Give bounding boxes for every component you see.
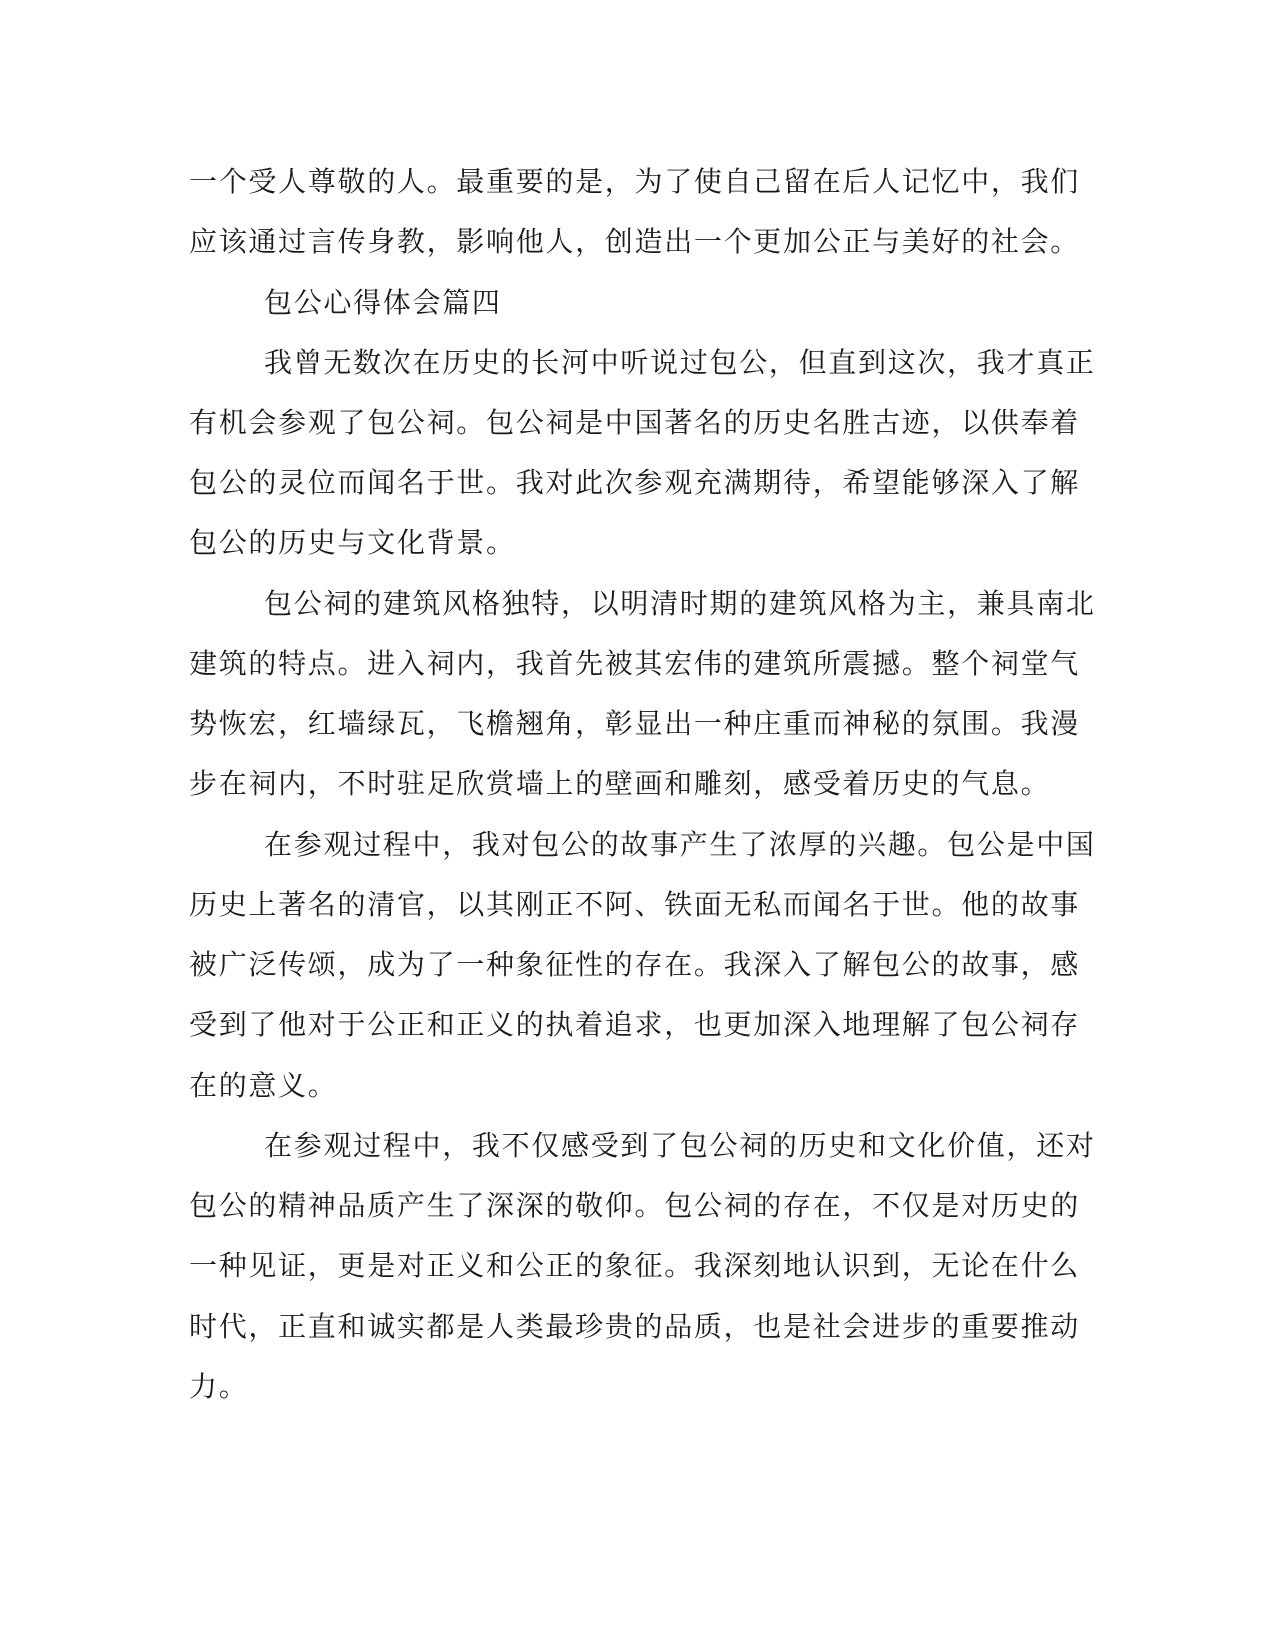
text-line: 被广泛传颂，成为了一种象征性的存在。我深入了解包公的故事，感	[189, 948, 1081, 981]
text-line: 一个受人尊敬的人。最重要的是，为了使自己留在后人记忆中，我们	[189, 165, 1081, 198]
text-line: 我曾无数次在历史的长河中听说过包公，但直到这次，我才真正	[264, 346, 1096, 379]
text-line: 包公祠的建筑风格独特，以明清时期的建筑风格为主，兼具南北	[264, 587, 1096, 620]
text-line: 应该通过言传身教，影响他人，创造出一个更加公正与美好的社会。	[189, 225, 1081, 258]
text-line: 包公的历史与文化背景。	[189, 526, 516, 559]
text-line: 力。	[189, 1370, 249, 1403]
text-line: 时代，正直和诚实都是人类最珍贵的品质，也是社会进步的重要推动	[189, 1310, 1081, 1343]
text-line: 在参观过程中，我对包公的故事产生了浓厚的兴趣。包公是中国	[264, 828, 1096, 861]
text-line: 包公的精神品质产生了深深的敬仰。包公祠的存在，不仅是对历史的	[189, 1189, 1081, 1222]
text-line: 步在祠内，不时驻足欣赏墙上的壁画和雕刻，感受着历史的气息。	[189, 767, 1051, 800]
text-line: 受到了他对于公正和正义的执着追求，也更加深入地理解了包公祠存	[189, 1008, 1081, 1041]
text-line: 历史上著名的清官，以其刚正不阿、铁面无私而闻名于世。他的故事	[189, 888, 1081, 921]
text-line: 势恢宏，红墙绿瓦，飞檐翘角，彰显出一种庄重而神秘的氛围。我漫	[189, 707, 1081, 740]
section-heading: 包公心得体会篇四	[264, 286, 502, 319]
text-line: 在参观过程中，我不仅感受到了包公祠的历史和文化价值，还对	[264, 1129, 1096, 1162]
text-line: 建筑的特点。进入祠内，我首先被其宏伟的建筑所震撼。整个祠堂气	[189, 647, 1081, 680]
text-line: 一种见证，更是对正义和公正的象征。我深刻地认识到，无论在什么	[189, 1249, 1081, 1282]
text-line: 有机会参观了包公祠。包公祠是中国著名的历史名胜古迹，以供奉着	[189, 406, 1081, 439]
text-line: 在的意义。	[189, 1069, 338, 1102]
text-line: 包公的灵位而闻名于世。我对此次参观充满期待，希望能够深入了解	[189, 466, 1081, 499]
